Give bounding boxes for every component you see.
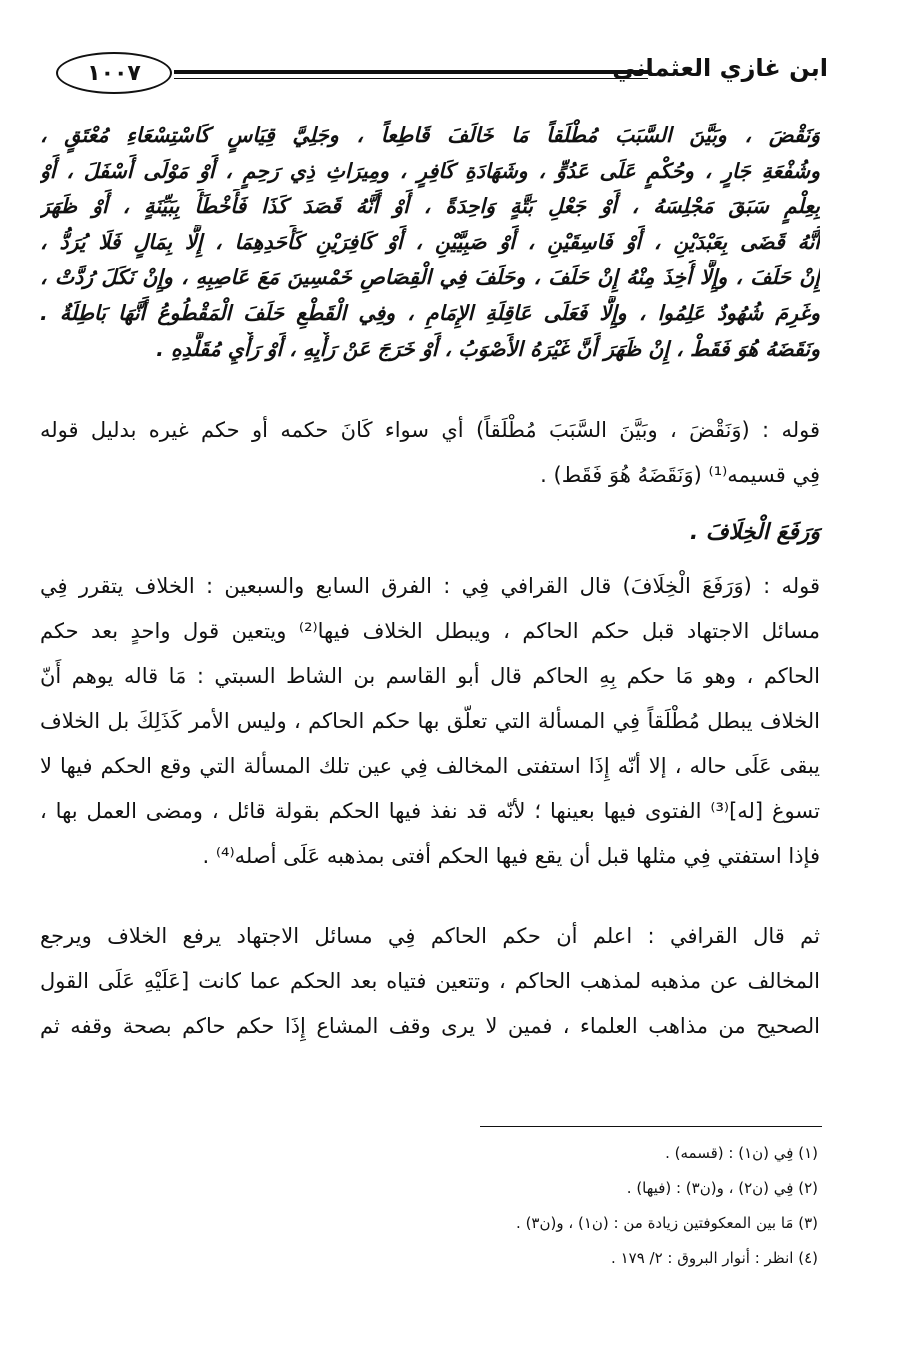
commentary-line: الحاكم ، وهو مَا حكم بِهِ الحاكم قال أبو القاسم بن الشاط السبتي : مَا قاله يوهم أَنّ — [40, 664, 820, 688]
commentary-line: تسوغ [له]⁽³⁾ الفتوى فيها بعينها ؛ لأنّه قد نفذ فيها الحكم بقولة قائل ، ومضى العمل بها ، — [40, 799, 820, 823]
matn-line: ونَقَضَهُ هُوَ فَقَطْ ، إِنْ ظَهَرَ أَنَّ غَيْرَهُ الأَصْوَبُ ، أَوْ خَرَجَ عَنْ رَأْيِهِ ، أَوْ رَأْيِ مُقَلَّدِهِ . — [156, 336, 820, 361]
commentary-paragraph-1 — [40, 408, 820, 498]
header-rule — [174, 70, 648, 74]
commentary-paragraph-3 — [40, 914, 820, 1049]
footnote: (٣) مَا بين المعكوفتين زيادة من : (ن١) ، و(ن٣) . — [516, 1214, 818, 1232]
commentary-line: يبقى عَلَى حاله ، إلا أنّه إِذَا استفتى المخالف فِي عين تلك المسألة التي وقع الحكم فيها لا — [40, 754, 820, 778]
footnotes — [118, 1136, 818, 1276]
matn-line: أَنَّهُ قَضَى بِعَبْدَيْنِ ، أَوْ فَاسِقَيْنِ ، أَوْ صَبِيَّيْنِ ، أَوْ كَافِرَيْنِ كَأَحَدِهِمَا ، إِلَّا بِمَالٍ فَلَا يُرَدُّ ، — [40, 229, 820, 254]
matn-block — [40, 118, 820, 367]
matn-line: بِعِلْمٍ سَبَقَ مَجْلِسَهُ ، أَوْ جَعْلِ بَتَّةٍ وَاحِدَةً ، أَوْ أَنَّهُ قَصَدَ كَذَا فَأَخْطَأَ بِبَيِّنَةٍ ، أَوْ ظَهَرَ — [40, 194, 820, 219]
footnote: (١) فِي (ن١) : (قسمه) . — [665, 1144, 818, 1162]
header-rule-thin — [174, 78, 648, 79]
matn-line: وَنَقْضَ ، وبَيَّنَ السَّبَبَ مُطْلَقاً مَا خَالَفَ قَاطِعاً ، وجَلِيَّ قِيَاسٍ كَاسْتِسْعَاءِ مُعْتَقٍ ، — [40, 123, 820, 147]
section-heading: وَرَفَعَ الْخِلَافَ . — [689, 520, 820, 545]
commentary-line: مسائل الاجتهاد قبل حكم الحاكم ، ويبطل الخلاف فيها⁽²⁾ ويتعين قول واحدٍ بعد حكم — [40, 619, 820, 643]
commentary-line: قوله : (وَنَقْضَ ، وبَيَّنَ السَّبَبَ مُطْلَقاً) أي سواء كَانَ حكمه أو حكم غيره بدليل قوله — [40, 418, 820, 442]
matn-line: وشُفْعَةِ جَارٍ ، وحُكْمٍ عَلَى عَدُوٍّ ، وشَهَادَةِ كَافِرٍ ، ومِيرَاثِ ذِي رَحِمٍ ، أَوْ مَوْلَى أَسْفَلَ ، أَوْ — [40, 158, 820, 183]
running-title: ابن غازي العثماني — [612, 54, 828, 82]
commentary-line: فإذا استفتي فِي مثلها قبل أن يقع فيها الحكم أفتى بمذهبه عَلَى أصله⁽⁴⁾ . — [202, 844, 820, 868]
footnote: (٢) فِي (ن٢) ، و(ن٣) : (فيها) . — [626, 1179, 818, 1197]
page-header — [56, 50, 828, 108]
page-number: ١٠٠٧ — [56, 52, 172, 94]
matn-line: وغَرِمَ شُهُودٌ عَلِمُوا ، وإِلَّا فَعَلَى عَاقِلَةِ الإِمَامِ ، وفِي الْقَطْعِ حَلَفَ الْمَقْطُوعُ أَنَّهَا بَاطِلَةٌ . — [40, 300, 820, 325]
commentary-line: فِي قسيمه⁽¹⁾ (وَنَقَضَهُ هُوَ فَقَط) . — [540, 463, 820, 487]
footnote-separator — [480, 1126, 822, 1127]
commentary-line: المخالف عن مذهبه لمذهب الحاكم ، وتتعين فتياه بعد الحكم عما كانت [عَلَيْهِ عَلَى القول — [40, 969, 820, 993]
commentary-line: الخلاف يبطل مُطْلَقاً فِي المسألة التي تعلّق بها حكم الحاكم ، وليس الأمر كَذَلِكَ بل الخلاف — [40, 709, 820, 733]
commentary-paragraph-2 — [40, 564, 820, 879]
matn-line: إِنْ حَلَفَ ، وإِلَّا أُخِذَ مِنْهُ إِنْ حَلَفَ ، وحَلَفَ فِي الْقِصَاصِ خَمْسِينَ مَعَ عَاصِبِهِ ، وإِنْ نَكَلَ رُدَّتْ ، — [40, 265, 820, 290]
commentary-line: ثم قال القرافي : اعلم أن حكم الحاكم فِي مسائل الاجتهاد يرفع الخلاف ويرجع — [40, 924, 820, 948]
commentary-line: قوله : (وَرَفَعَ الْخِلَافَ) قال القرافي فِي : الفرق السابع والسبعين : الخلاف يتقرر فِي — [40, 574, 820, 598]
commentary-line: الصحيح من مذاهب العلماء ، فمين لا يرى وقف المشاع إِذَا حكم حاكم بصحة وقفه ثم — [40, 1014, 820, 1038]
footnote: (٤) انظر : أنوار البروق : ٢/ ١٧٩ . — [611, 1249, 818, 1267]
